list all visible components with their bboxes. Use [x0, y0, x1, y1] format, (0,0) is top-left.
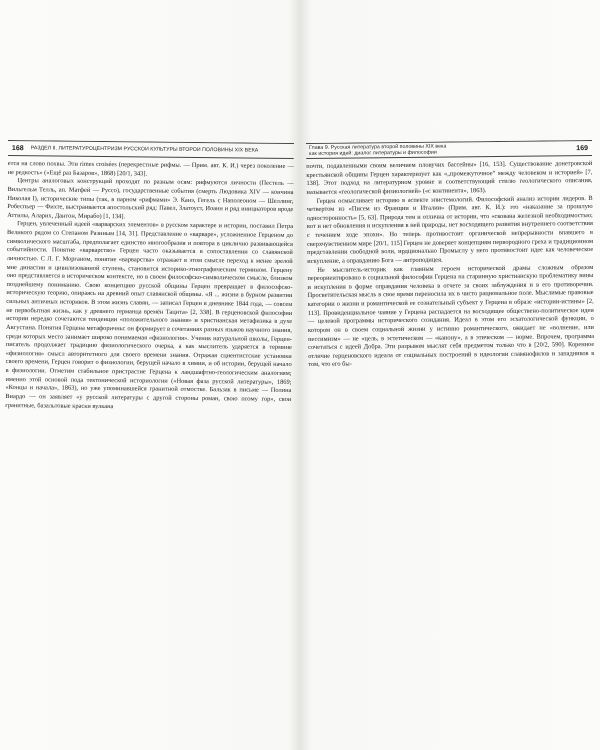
left-paragraph: Герцен, увлеченный идеей «варварских элементов» в русском характере и истории, поставил Петра Великого рядом со Степаном Разиным [14, 31]. Представление о «варваре», усложненное Герценом до символического масштаба, предполагает единство многообразия и повтора в циклично развивающейся событийности. Понятие «варварство» Герцен часто оказывается в сопоставлении со славянской личностью. С Л. Г. Морганом, понятие «варварства» отражает в этом смысле переход к менее зрелой мне династии и цивилизованной ступень, становится историко-этнографическим термином. Герцену оно представляется в историческом контексте, но в своем философско-символическом смысле, близком позднейшему пониманию. Свою концепцию русской общины Герцен превращает в философско-историческую теорию, опираясь на древний опыт славянской общины. «Я ... жизни в бурном развитии сильных античных историков. В этом жизнь славян, — записал Герцен в дневнике 1844 года, — совсем не первобытная жизнь, как у древнего германца времён Тацита» [2, 338]. В герценовской философии истории нередко сочетаются тенденции «положительного знания» и христианская метафизика в духе Августина. Понятия Герцена метафоричны: он формирует в сочетаниях разных языков научного знания, среди которых место занимает широко понимаемая «физиология». Ученик натуральной школы, Герцен-писатель продолжает традицию физиологического очерка, а как мыслитель ударяется в термине «физиология» смысл авторитетного для своего времени знания. Отражая сциентистские установки своего времени, Герцен говорит о физиологии, берущей начало в химии, и об истории, берущей начало в физиологии. Отметим стабильное пристрастие Герцена к ландшафтно-геологическим аналогиям; именно этой основой пода тектонической историологии («Новая фаза русской литературы», 1869; «Концы и начала», 1863), но уже упоминавшейся гранитной отмостке. Бальзак в письме — Полина Виардо — он заявляет «у русской литературы с другой стороны роман, свою поэму гор», свои гранитные, базальтовые краски вулкана	[5, 220, 294, 410]
right-paragraph: Не мыслитель-историк как главным героем исторической драмы сложным образом переориентировано в социальной философии Герцена на старинную христианскую проблематику вины и искупления в форме оправдания человека в отчете за своих заблуждения и в его противоречии. Просветительская мысль в свое время переносила их в чисто рациональное поле. Мыслимые правовые категории о жизни и романтической ее сознательный субъект у Герцена в образе «истории-истины» [2, 113]. Провиденциальное чаяние у Герцена распадается на восходящее обществено-политическое идеи — целевой программы исторического созидания. Идеал в этом его эсхатологической функции, о котором он в своем социальной жизни у истинно романтического, ожидает не «волнение, или пессимизм» — не «цель, в эстетическом — «канону», а в этическом — норме. Впрочем, программа сочетаться с идеей Добра. Эти разрывом мыслят себя предметом только что в [20/2, 590]. Коренное отличие герценовского идеала от социальных построений в идеологии славянофилов и западников в том, что его бы-	[307, 263, 595, 369]
right-page	[306, 140, 598, 731]
right-page-number: 169	[576, 144, 589, 152]
right-paragraph: почти, подавленными своим величием пловучих бассейны» [16, 153]. Существование донетровской крестьянской общины Герцен характеризует как «„промежуточное“ между человеком и историей» [7, 138]. Этот подход на литературном уровне и соответствующий стилю геологического описания, называется «геологической физиологией» («с континента», 1863).	[306, 159, 593, 196]
left-paragraph: ется на слово похвы. Эти rimes croisées (перекрестные рифмы. — Прим. авт. К. И.) через поколение — не редкость» («Ещё раз Базаров», 1868) [20/1, 343].	[7, 159, 294, 178]
left-running-header	[8, 140, 294, 159]
left-page-number: 168	[11, 144, 24, 152]
right-header-text	[306, 142, 572, 157]
right-page-body	[306, 160, 594, 370]
left-paragraph: Центры аналоговых конструкций проходят по разным осям: рифмуются личности (Пестель — Вильгельм Телль, ап. Матфей — Руссо), государственные события (смерть Людовика XIV — кончина Николая I), исторические типы (так, в парном «рифмами» Э. Канэ, Гегель с Наполеоном — Шеллинг, Робеспьер — Фихте, выстраивается апостольский ряд: Павел, Златоуст, Иоанн и ряд инициаторов вроде Аттилы, Аларих, Дантон, Мирабо) [1, 134].	[7, 177, 294, 220]
right-paragraph: Герцен осмысливает историю в аспекте эпистемологий. Философский анализ истории лидеров. В четвертом из «Писем из Франции и Италии» (Прим. авт. К. И.): это «наказание за прошлую односторонность» [5, 63]. Природа тем и отлична от истории, что «скованa железной необходимостью; вот и нет обновления и искупления в ней природы, нет восходящего развития внутреннего соответствия с течением ходе эпохи». Но теперь противостоит органической непрерывности впавшего в сверхчувственном мире [20/1, 115] Герцен не доверяет концепциям первородного греха и традиционном представлении свободной воли, ирдционально Промыслу у него противостоит идее как человеческое искупление, а оправданию Бога — антроподицея.	[306, 194, 594, 265]
left-page-body	[5, 160, 294, 413]
right-header-line1: Глава 9. Русская литература второй половины XIX века	[309, 143, 447, 151]
right-running-header	[306, 140, 592, 159]
left-header-text: РАЗДЕЛ II. ЛИТЕРАТУРОЦЕНТРИЗМ РУССКОЙ КУЛЬТУРЫ ВТОРОЙ ПОЛОВИНЫ XIX ВЕКА	[30, 145, 259, 154]
right-header-line2: как история идей: диалог литературы и философии	[309, 149, 437, 157]
left-page	[2, 140, 294, 731]
